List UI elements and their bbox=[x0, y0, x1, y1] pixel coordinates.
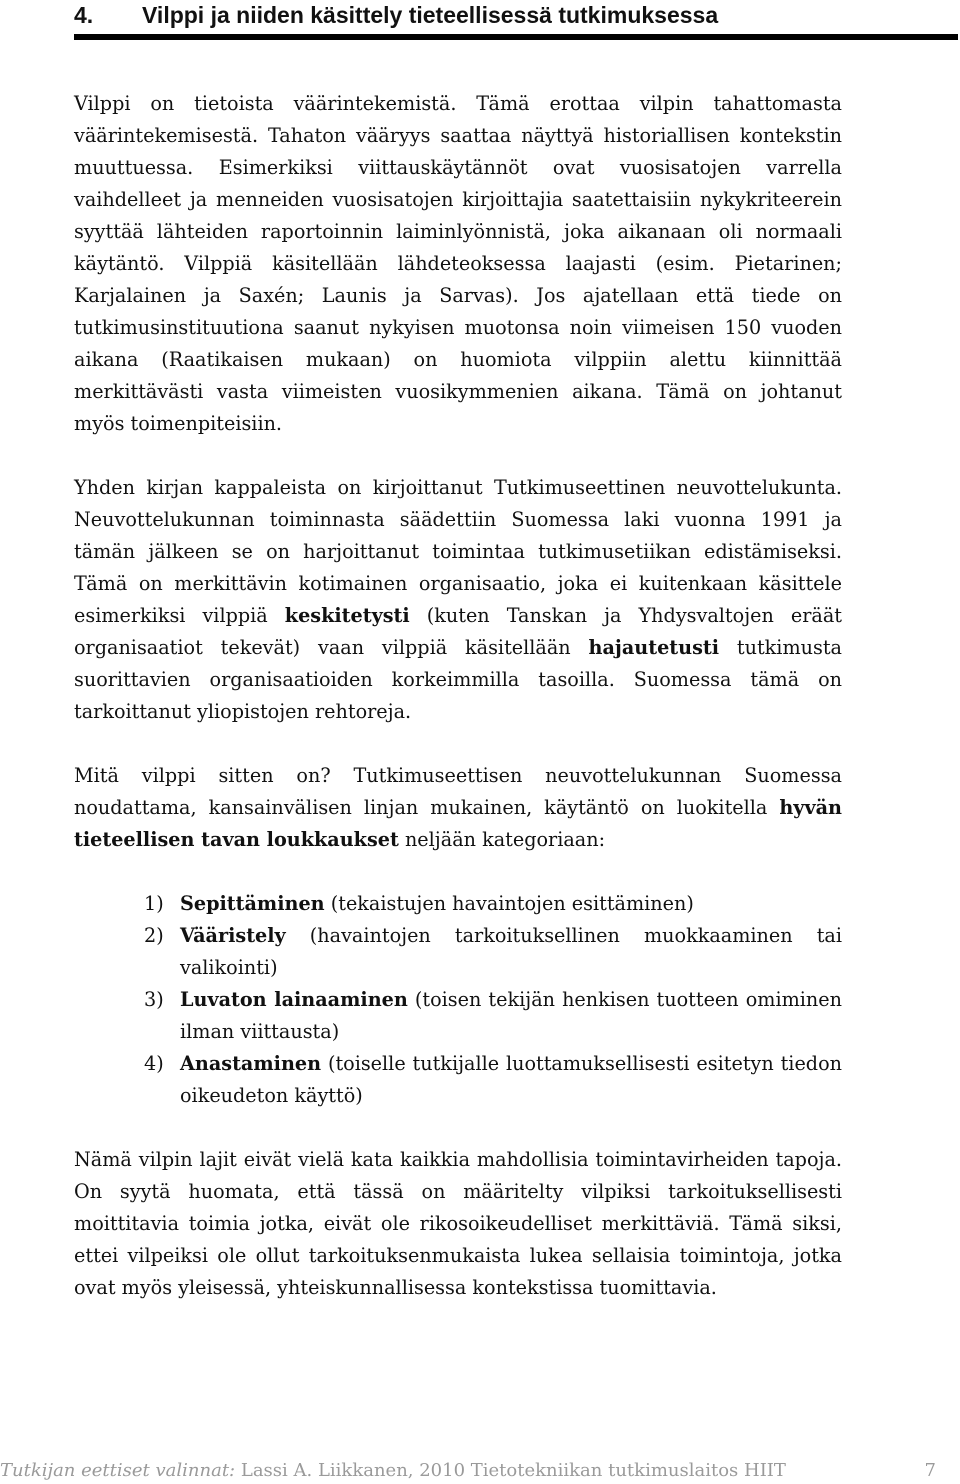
paragraph-1: Vilppi on tietoista väärintekemistä. Tämä erottaa vilpin tahattomasta väärintekemisestä. Tahaton vääryys saattaa näyttyä historiallisen kontekstin muuttuessa. Esimerkiksi viittauskäytännöt ovat vuosisatojen varrella vaihdelleet ja menneiden vuosisatojen kirjoittajia saatettaisiin nykykriteerein syyttää lähteiden raportoinnin laiminlyönnistä, joka aikanaan oli normaali käytäntö. Vilppiä käsitellään lähdeteoksessa laajasti (esim. Pietarinen; Karjalainen ja Saxén; Launis ja Sarvas). Jos ajatellaan että tiede on tutkimusinstituutiona saanut nykyisen muotonsa noin viimeisen 150 vuoden aikana (Raatikaisen mukaan) on huomiota vilppiin alettu kiinnittää merkittävästi vasta viimeisten vuosikymmenien aikana. Tämä on johtanut myös toimenpiteisiin. bbox=[74, 92, 842, 435]
category-desc: (toisen tekijän henkisen tuotteen omiminen ilman viittausta) bbox=[180, 988, 843, 1043]
paragraph-2-part-a: Yhden kirjan kappaleista on kirjoittanut Tutkimuseettinen neuvottelukunta. Neuvottelukunnan toiminnasta säädettiin Suomessa laki vuonna 1991 ja tämän jälkeen se on harjoittanut toimintaa tutkimusetiikan edistämiseksi. Tämä on merkittävin kotimainen organisaatio, joka ei kuitenkaan käsittele esimerkiksi vilppiä bbox=[74, 476, 842, 627]
emphasis-hajautetusti: hajautetusti bbox=[588, 636, 720, 659]
section-heading bbox=[74, 0, 958, 40]
footer-title: Tutkijan eettiset valinnat: bbox=[0, 1460, 236, 1481]
list-number: 4) bbox=[144, 1052, 164, 1075]
list-item bbox=[74, 984, 842, 1048]
paragraph-2 bbox=[74, 472, 842, 728]
paragraph-3 bbox=[74, 760, 842, 856]
page-number: 7 bbox=[924, 1460, 936, 1481]
footer-author: Lassi A. Liikkanen, 2010 Tietotekniikan tutkimuslaitos HIIT bbox=[240, 1460, 786, 1481]
list-item bbox=[74, 1048, 842, 1112]
category-term: Anastaminen bbox=[180, 1052, 322, 1075]
body-text bbox=[74, 88, 842, 1336]
category-term: Vääristely bbox=[180, 924, 286, 947]
list-number: 3) bbox=[144, 988, 164, 1011]
list-number: 1) bbox=[144, 892, 164, 915]
emphasis-loukkaukset: hyvän tieteellisen tavan loukkaukset bbox=[74, 796, 842, 851]
list-number: 2) bbox=[144, 924, 164, 947]
section-title: Vilppi ja niiden käsittely tieteellisessä tutkimuksessa bbox=[142, 2, 719, 28]
category-list bbox=[74, 888, 842, 1112]
list-item bbox=[74, 920, 842, 984]
emphasis-keskitetysti: keskitetysti bbox=[284, 604, 410, 627]
paragraph-3-part-a: Mitä vilppi sitten on? Tutkimuseettisen neuvottelukunnan Suomessa noudattama, kansainvälisen linjan mukainen, käytäntö on luokitella bbox=[74, 764, 842, 819]
paragraph-2-part-d: tutkimusta suorittavien organisaatioiden korkeimmilla tasoilla. Suomessa tämä on tarkoittanut yliopistojen rehtoreja. bbox=[74, 636, 842, 723]
category-desc: (havaintojen tarkoituksellinen muokkaaminen tai valikointi) bbox=[180, 924, 842, 979]
category-desc: (toiselle tutkijalle luottamuksellisesti esitetyn tiedon oikeudeton käyttö) bbox=[180, 1052, 842, 1107]
paragraph-2-part-c: (kuten Tanskan ja Yhdysvaltojen eräät organisaatiot tekevät) vaan vilppiä käsitellään bbox=[74, 604, 843, 659]
paragraph-3-part-b: neljään kategoriaan: bbox=[404, 828, 606, 851]
category-term: Sepittäminen bbox=[180, 892, 325, 915]
page-footer bbox=[0, 1458, 936, 1484]
category-desc: (tekaistujen havaintojen esittäminen) bbox=[330, 892, 694, 915]
list-item bbox=[74, 888, 842, 920]
section-number: 4. bbox=[74, 2, 94, 28]
category-term: Luvaton lainaaminen bbox=[180, 988, 408, 1011]
paragraph-4: Nämä vilpin lajit eivät vielä kata kaikkia mahdollisia toimintavirheiden tapoja. On syytä huomata, että tässä on määritelty vilpiksi tarkoituksellisesti moittitavia toimia jotka, eivät ole rikosoikeudelliset merkittäviä. Tämä siksi, ettei vilpeiksi ole ollut tarkoituksenmukaista lukea sellaisia toimintoja, jotka ovat myös yleisessä, yhteiskunnallisessa kontekstissa tuomittavia. bbox=[74, 1148, 842, 1299]
